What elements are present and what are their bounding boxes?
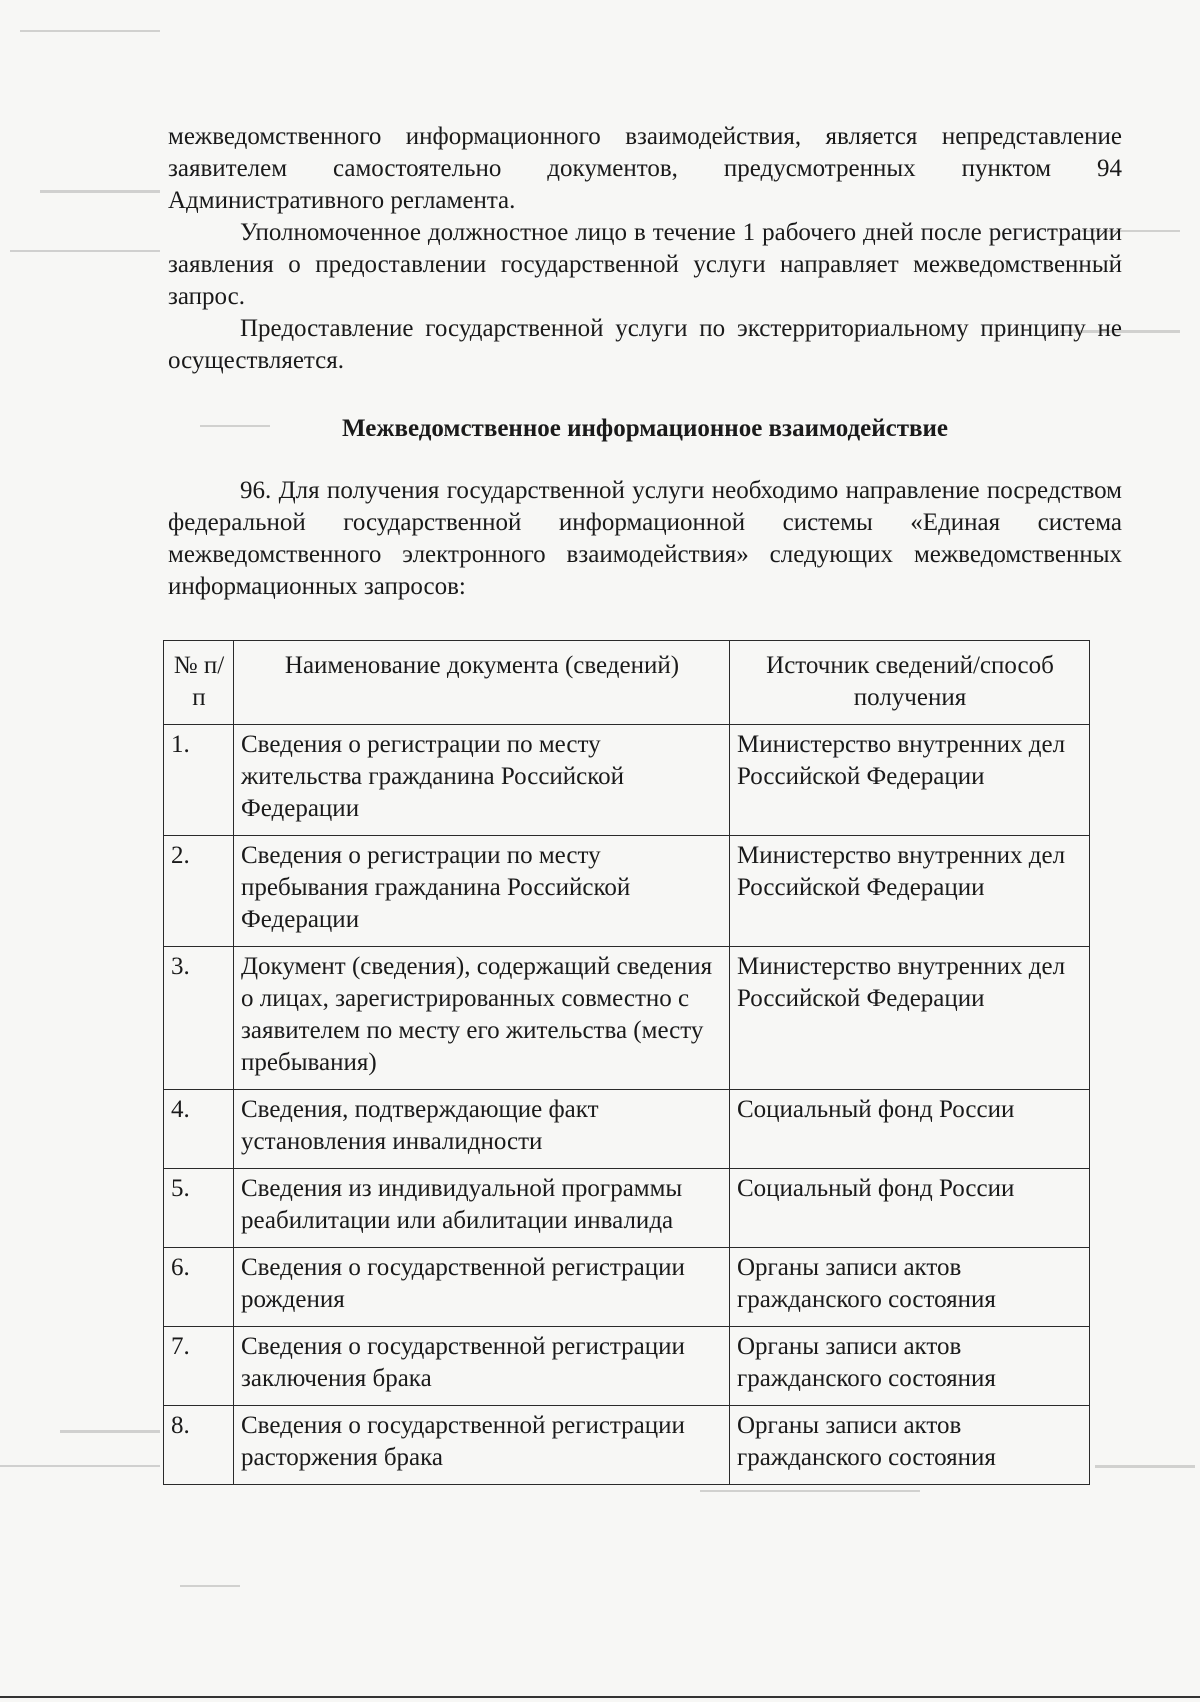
row-num: 8. <box>164 1406 234 1485</box>
paragraph-96-text: 96. Для получения государственной услуги необходимо направление посредством федеральной государственной информационной системы «Единая система межведомственного электронного взаимодействия» следующих межведомственных информационных запросов: <box>168 477 1122 600</box>
row-document-name: Сведения о государственной регистрации рождения <box>234 1248 730 1327</box>
row-num: 1. <box>164 725 234 836</box>
header-name: Наименование документа (сведений) <box>234 641 730 725</box>
row-document-name: Сведения, подтверждающие факт установления инвалидности <box>234 1090 730 1169</box>
row-num: 4. <box>164 1090 234 1169</box>
header-num: № п/п <box>164 641 234 725</box>
row-num: 6. <box>164 1248 234 1327</box>
table-row <box>164 1327 1090 1406</box>
row-num: 7. <box>164 1327 234 1406</box>
table-row <box>164 1248 1090 1327</box>
row-source: Органы записи актов гражданского состояния <box>730 1406 1090 1485</box>
row-source: Органы записи актов гражданского состояния <box>730 1327 1090 1406</box>
paragraph-extraterritorial <box>168 313 1122 377</box>
row-source: Министерство внутренних дел Российской Федерации <box>730 725 1090 836</box>
interagency-requests-table <box>163 640 1090 1485</box>
row-source: Органы записи актов гражданского состояния <box>730 1248 1090 1327</box>
row-document-name: Документ (сведения), содержащий сведения о лицах, зарегистрированных совместно с заявителем по месту его жительства (месту пребывания) <box>234 947 730 1090</box>
row-num: 2. <box>164 836 234 947</box>
table-row <box>164 947 1090 1090</box>
page-bottom-rule <box>0 1696 1200 1698</box>
paragraph-interagency-request-text: Уполномоченное должностное лицо в течение 1 рабочего дней после регистрации заявления о предоставлении государственной услуги направляет межведомственный запрос. <box>168 219 1122 310</box>
section-heading: Межведомственное информационное взаимодействие <box>342 415 948 442</box>
paragraph-96 <box>168 475 1122 603</box>
table-header-row <box>164 641 1090 725</box>
row-num: 3. <box>164 947 234 1090</box>
header-source: Источник сведений/способ получения <box>730 641 1090 725</box>
table-row <box>164 1169 1090 1248</box>
table-row <box>164 1090 1090 1169</box>
table-row <box>164 725 1090 836</box>
row-document-name: Сведения из индивидуальной программы реабилитации или абилитации инвалида <box>234 1169 730 1248</box>
row-document-name: Сведения о регистрации по месту пребывания гражданина Российской Федерации <box>234 836 730 947</box>
row-num: 5. <box>164 1169 234 1248</box>
row-document-name: Сведения о государственной регистрации заключения брака <box>234 1327 730 1406</box>
row-source: Министерство внутренних дел Российской Федерации <box>730 836 1090 947</box>
row-source: Социальный фонд России <box>730 1090 1090 1169</box>
paragraph-extraterritorial-text: Предоставление государственной услуги по экстерриториальному принципу не осуществляется. <box>168 315 1122 374</box>
row-source: Министерство внутренних дел Российской Федерации <box>730 947 1090 1090</box>
table-row <box>164 1406 1090 1485</box>
paragraph-interagency-request <box>168 217 1122 313</box>
row-document-name: Сведения о регистрации по месту жительства гражданина Российской Федерации <box>234 725 730 836</box>
paragraph-continuation <box>168 121 1122 217</box>
paragraph-continuation-text: межведомственного информационного взаимодействия, является непредставление заявителем самостоятельно документов, предусмотренных пунктом 94 Административного регламента. <box>168 123 1122 214</box>
row-source: Социальный фонд России <box>730 1169 1090 1248</box>
table-row <box>164 836 1090 947</box>
row-document-name: Сведения о государственной регистрации расторжения брака <box>234 1406 730 1485</box>
